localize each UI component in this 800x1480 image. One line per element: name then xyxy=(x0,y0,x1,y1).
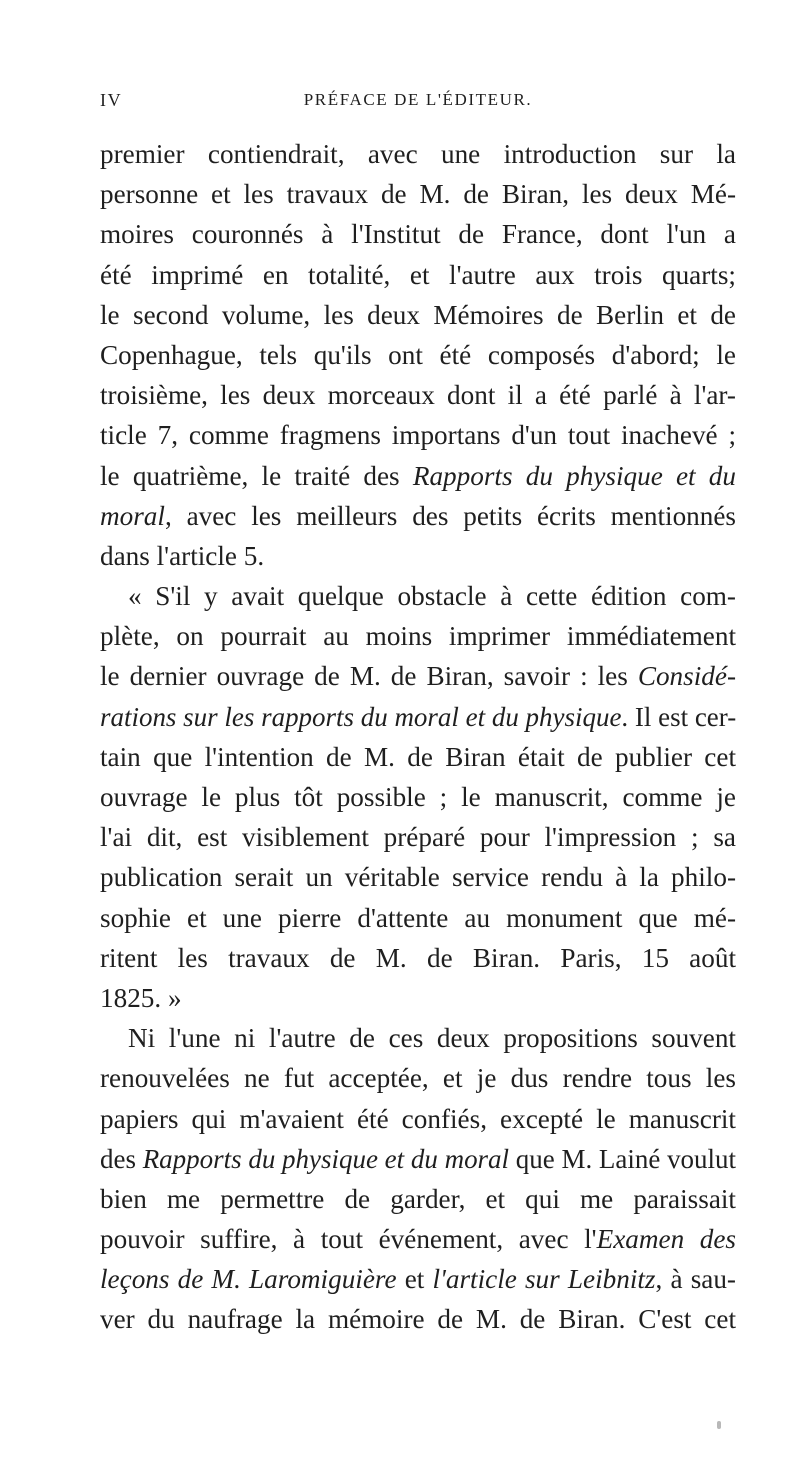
body-text-segment: troisième, les deux morceaux dont il a été parlé à l'ar- xyxy=(100,380,736,411)
text-line xyxy=(100,134,736,174)
body-text-segment: « S'il y avait quelque obstacle à cette édition com- xyxy=(128,581,736,612)
body-text-segment: . Il est cer- xyxy=(621,701,737,732)
italic-text: moral xyxy=(100,500,165,531)
italic-text: Rapports du physique et du xyxy=(412,460,736,491)
body-text-segment: , à sau- xyxy=(655,1264,736,1295)
text-line xyxy=(100,656,736,696)
body-text-segment: été imprimé en totalité, et l'autre aux trois quarts; xyxy=(100,259,736,290)
body-text-segment: plète, on pourrait au moins imprimer immédiatement xyxy=(100,621,736,652)
text-line xyxy=(100,978,736,1018)
text-line xyxy=(100,817,736,857)
body-text-segment: 1825. » xyxy=(100,982,182,1013)
text-line xyxy=(100,1058,736,1098)
text-line xyxy=(100,737,736,777)
page-number: IV xyxy=(100,90,123,110)
body-text-segment: premier contiendrait, avec une introduction sur la xyxy=(100,139,736,169)
text-line xyxy=(100,335,736,375)
body-text-segment: sophie et une pierre d'attente au monument que mé- xyxy=(100,902,736,933)
text-line xyxy=(100,898,736,938)
text-line xyxy=(100,295,736,335)
italic-text: rations sur les rapports du moral et du physique xyxy=(100,701,622,732)
italic-text: Examen des xyxy=(596,1224,736,1255)
body-text-segment: personne et les travaux de M. de Biran, les deux Mé- xyxy=(100,179,736,210)
text-line xyxy=(100,1139,736,1179)
body-text-segment: le second volume, les deux Mémoires de Berlin et de xyxy=(100,299,736,330)
body-text-segment: papiers qui m'avaient été confiés, excepté le manuscrit xyxy=(100,1103,736,1134)
italic-text: Considé- xyxy=(637,661,736,692)
running-head xyxy=(100,90,736,124)
text-line xyxy=(100,938,736,978)
text-line xyxy=(100,375,736,415)
text-line xyxy=(100,456,736,496)
body-text-segment: Ni l'une ni l'autre de ces deux propositions souvent xyxy=(128,1023,736,1054)
text-line xyxy=(100,496,736,536)
text-line xyxy=(100,697,736,737)
body-text-segment: pouvoir suffire, à tout événement, avec l' xyxy=(100,1224,597,1255)
body-text xyxy=(100,134,736,1340)
italic-text: l'article sur Leibnitz xyxy=(432,1264,656,1295)
body-text-segment: ticle 7, comme fragmens importans d'un tout inachevé ; xyxy=(100,420,736,451)
body-text-segment: l'ai dit, est visiblement préparé pour l'impression ; sa xyxy=(100,822,736,853)
text-line xyxy=(100,415,736,455)
body-text-segment: que M. Lainé voulut xyxy=(509,1143,736,1174)
body-text-segment: le quatrième, le traité des xyxy=(100,460,413,491)
text-line xyxy=(100,1099,736,1139)
body-text-segment: le dernier ouvrage de M. de Biran, savoir : les xyxy=(100,661,638,692)
body-text-segment: et xyxy=(396,1264,433,1295)
body-text-segment: , avec les meilleurs des petits écrits mentionnés xyxy=(164,500,736,531)
text-line xyxy=(100,576,736,616)
text-line xyxy=(100,1179,736,1219)
body-text-segment: bien me permettre de garder, et qui me paraissait xyxy=(100,1183,736,1214)
body-text-segment: Copenhague, tels qu'ils ont été composés d'abord; le xyxy=(100,339,736,370)
body-text-segment: ouvrage le plus tôt possible ; le manuscrit, comme je xyxy=(100,782,736,812)
text-line xyxy=(100,255,736,295)
text-line xyxy=(100,1299,736,1339)
body-text-segment: ritent les travaux de M. de Biran. Paris, 15 août xyxy=(100,942,736,973)
text-line xyxy=(100,857,736,897)
body-text-segment: renouvelées ne fut acceptée, et je dus rendre tous les xyxy=(100,1063,736,1094)
body-text-segment: des xyxy=(100,1143,143,1174)
running-title: PRÉFACE DE L'ÉDITEUR. xyxy=(303,90,533,109)
page-mark xyxy=(717,1421,721,1429)
text-line xyxy=(100,1259,736,1299)
text-line xyxy=(100,1219,736,1259)
body-text-segment: ver du naufrage la mémoire de M. de Biran. C'est cet xyxy=(100,1304,736,1335)
body-text-segment: publication serait un véritable service rendu à la philo- xyxy=(100,862,736,893)
body-text-segment: moires couronnés à l'Institut de France, dont l'un a xyxy=(100,219,736,250)
italic-text: Rapports du physique et du moral xyxy=(142,1143,510,1174)
body-text-segment: tain que l'intention de M. de Biran était de publier cet xyxy=(100,741,736,772)
text-line xyxy=(100,777,736,817)
text-line xyxy=(100,1018,736,1058)
text-line xyxy=(100,536,736,576)
text-line xyxy=(100,616,736,656)
italic-text: leçons de M. Laromiguière xyxy=(100,1264,397,1295)
body-text-segment: dans l'article 5. xyxy=(100,540,265,571)
text-line xyxy=(100,174,736,214)
text-line xyxy=(100,214,736,254)
